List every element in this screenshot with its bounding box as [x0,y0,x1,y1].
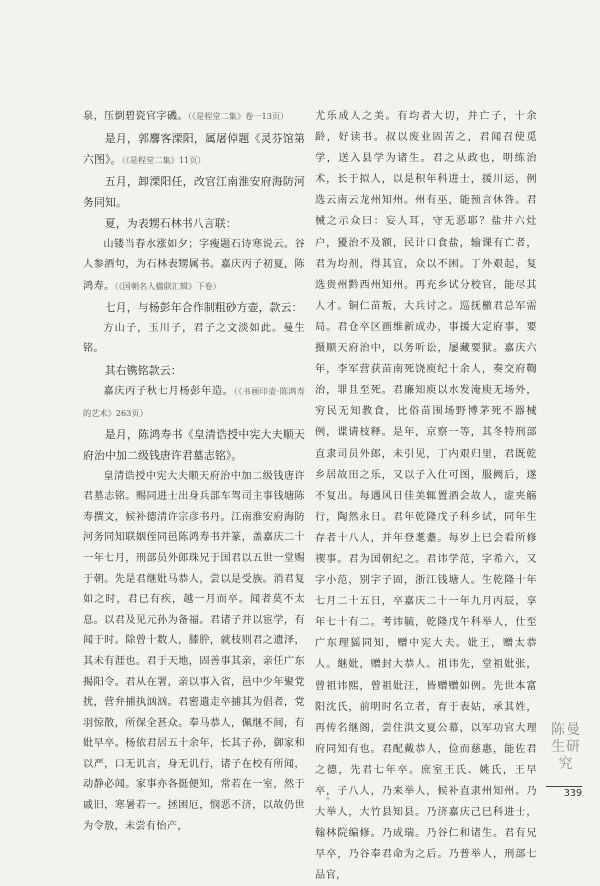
page-number-rule [546,786,582,787]
seal-text: 陈曼生研究 [551,722,581,772]
source-citation: （《书画印壶·陈鸿寿的艺术》263页） [83,385,305,418]
paragraph: 五月，卸溧阳任，改官江南淮安府海防河务同知。 [83,175,305,210]
paragraph: 七月，与杨彭年合作制粗砂方壶，款云： [104,301,303,315]
page-number: 339 [563,788,582,799]
paragraph: 是月，陈鸿寿书《皇清诰授中宪大夫顺天府治中加二级钱唐许君墓志铭》。 [83,428,305,463]
quoted-inscription: 嘉庆丙子秋七月杨彭年造。（《书画印壶·陈鸿寿的艺术》263页） [83,385,305,418]
source-citation: （《是程堂二集》卷一13页） [187,111,289,121]
source-citation: （《国朝名人楹联汇辑》下卷） [114,280,221,291]
left-column [83,106,305,837]
quoted-couplet: 山镂当春水涨如夕；字瘦题石诗寒说云。谷人参酒句，为石林表甥属书。嘉庆丙子初夏，陈鸿寿。（《国朝名人楹联汇辑》下卷） [83,238,305,292]
paragraph: 夏，为表甥石林书八言联： [104,217,237,231]
paragraph: 泉，压倒碧瓷官字磯。（《是程堂二集》卷一13页） [83,111,289,122]
seal-logo [548,722,584,790]
right-column [315,106,537,886]
quoted-inscription: 方山子，玉川子，君子之文淡如此。曼生铭。 [83,322,305,355]
paragraph: 其右镌铭款云： [104,363,182,377]
source-citation: （《是程堂二集》11页） [121,154,206,165]
epitaph-text: 皇清诰授中宪大夫顺天府治中加二级钱唐许君墓志铭。赐同进士出身兵部车驾司主事钱塘陈寿撰文，候补德清许宗彦书丹。江南淮安府海防河务同知联姻侄同邑陈鸿寿书并篆，盖嘉庆二十一年七月，刑部员外郎珠兄于国君以五世一堂赐于朝。先是君继妣马恭人，尝以是受族。消君复如之时，君已有疾，越一月而卒。闻者莫不太息。以君及见元孙为备福。君诸子并以宦学，有闻于时。除曾十数人，膝肸，就枝则君之遗泽，其未有涯也。君于天地，固善事其亲，亲任广东揭阳令。君从在署，亲以事入省，邑中少年聚党扰，营弁捕执汹汹。君密遣走卒捕其为倡者，党羽惊散，所保全甚众。奉马恭人，佩继不间，有妣早卒。杨依君居五十余年，长其子孙，御家和以严，口无讥言，身无讥行，诸子在校有所闻，动静必闻。家事亦各挺便知，常若在一室，然于戚旧，寒暑若一。拯困厄，悯恶不济，以故仍世为令敖，未尝有怡产， [83,470,305,832]
scan-mark [326,797,330,800]
epitaph-text-continued: 尤乐成人之美。有均者大切，并亡子，十余龄，好读书。叔以废业固苦之，君闻召使觅学，送入县学为诸生。君之从政也，明练治术，长于拟人，以是积年科进士，援川运，例选云南云龙州知州。州有巫，能预言休咎。君械之示众曰：妄人耳，守无恶耶？盐井六灶户，獶治不及额，民计口食盐，输课有亡者，君为均剂，得其宜，众以不困。丁外艰起，复选贵州黔西州知州。再充乡试分校官，能尽其人才。铜仁苗叛，大兵讨之。巡抚檄君总军需局。君仓卒区画维新成办，事援大定府事，要摄顺天府治中，以务听讼，屡藏要狱。嘉庆六年，李军营获苗南死饶庾纪十余人，奏交府鞫治，罪且至死。君廉知庾以水发淹庾无场外，穷民无知教食，比俗苗围场野博茅死不器械例，谍请枝释。是年，京察一等，其冬特刑部直隶司员外郎，未引见，丁内艰归里，君既乾乡居故田之乐，又以子入仕可图，服阙后，遂不复出。每遇风日佳美辄置酒会故人，虚夹觞行，陶然永日。君年乾隆戊子科乡试，同年生存者十八人，并年登耄耋。每岁上巳会看所修禊事。君为国朝纪之。君讳学范，字希六，又字小范，别字子固，浙江钱塘人。生乾隆十年七月二十五日，卒嘉庆二十一年九月丙辰，享年七十有二。考讳毓，乾隆戊午科举人，仕至广东理猺同知，赠中宪大夫。妣王，赠太恭人。継妣，赠封大恭人。祖讳先，堂祖妣张，曾祖讳熙，曾祖妣汪，皆赠赠如例。先世本富阳沈氏，前明时名立者，育于表姑，承其姓，再传名继阁，尝住洪文夏公幕，以军功官大理府同知有也。君配戴恭人，俭而慈惠，能佐君之德，先君七年卒。庶室王氏、姚氏，王早卒，子八人，乃来举人，候补直隶州知州。乃大举人，大竹县知县。乃济嘉庆己巳科进士，翰林院编修。乃成瑞。乃谷仁和诸生。君有兄早卒，乃谷奉君命为之后。乃普举人，刑部七品官， [315,111,537,882]
paragraph: 是月，郭麐客溧阳，属屠倬题《灵芬馆第六图》。（《是程堂二集》11页） [83,131,305,166]
